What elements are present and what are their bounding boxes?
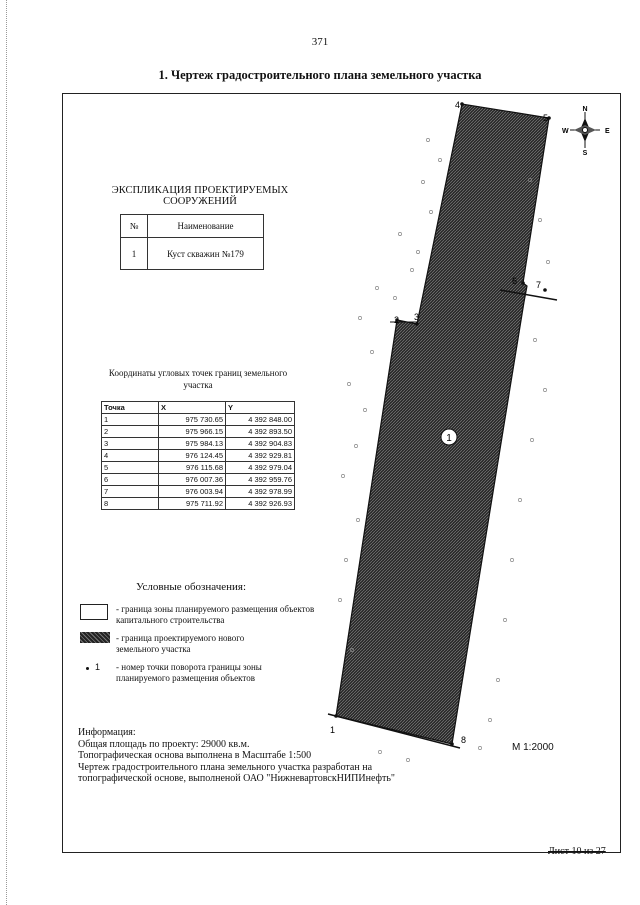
info-line: Чертеж градостроительного плана земельного участка разработан на [78, 761, 373, 773]
compass-n: N [582, 106, 588, 113]
page-title: 1. Чертеж градостроительного плана земельного участка [158, 68, 482, 82]
point-id: 7 [102, 486, 159, 498]
legend-point-number: 1 [95, 662, 101, 672]
coord-y: 4 392 893.50 [226, 426, 295, 438]
explication-cell-name: Куст скважин №179 [148, 238, 264, 270]
coord-x: 975 711.92 [159, 498, 226, 510]
point-id: 1 [102, 414, 159, 426]
scale-label: М 1:2000 [512, 742, 554, 753]
coord-x: 975 730.65 [159, 414, 226, 426]
coord-y: 4 392 904.83 [226, 438, 295, 450]
point-id: 5 [102, 462, 159, 474]
point-label-4: 4 [455, 100, 461, 110]
explication-title: ЭКСПЛИКАЦИЯ ПРОЕКТИРУЕМЫХ СООРУЖЕНИЙ [111, 185, 289, 207]
point-id: 4 [102, 450, 159, 462]
coord-x: 975 966.15 [159, 426, 226, 438]
legend-parcel-text: - граница проектируемого нового земельного участка [116, 633, 245, 654]
point-id: 3 [102, 438, 159, 450]
sheet-number: Лист 10 из 27 [548, 846, 606, 857]
explication-header-name: Наименование [148, 215, 264, 238]
coord-y: 4 392 926.93 [226, 498, 295, 510]
coord-y: 4 392 959.76 [226, 474, 295, 486]
coord-y: 4 392 979.04 [226, 462, 295, 474]
info-block [78, 727, 395, 785]
point-id: 2 [102, 426, 159, 438]
point-label-2: 2 [394, 315, 400, 325]
coord-y: 4 392 848.00 [226, 414, 295, 426]
info-heading: Информация: [78, 727, 136, 738]
coord-x: 976 115.68 [159, 462, 226, 474]
compass-rose-icon [562, 106, 610, 157]
compass-w: W [562, 128, 569, 135]
legend-title: Условные обозначения: [136, 581, 247, 593]
land-parcel [336, 104, 549, 744]
coords-header-point: Точка [102, 402, 159, 414]
point-id: 8 [102, 498, 159, 510]
coords-header-y: Y [226, 402, 295, 414]
coord-y: 4 392 929.81 [226, 450, 295, 462]
point-label-8: 8 [461, 735, 467, 745]
point-id: 6 [102, 474, 159, 486]
coord-x: 975 984.13 [159, 438, 226, 450]
legend-point-text: - номер точки поворота границы зоны планируемого размещения объектов [116, 662, 262, 683]
legend-zone-text: - граница зоны планируемого размещения объектов капитального строительства [116, 604, 315, 625]
compass-s: S [582, 150, 588, 157]
info-line: Топографическая основа выполнена в Масштабе 1:500 [78, 750, 312, 761]
coord-x: 976 007.36 [159, 474, 226, 486]
coords-header-x: X [159, 402, 226, 414]
point-label-3: 3 [414, 312, 420, 322]
page-number: 371 [311, 36, 329, 48]
point-label-7: 7 [536, 280, 542, 290]
compass-e: E [605, 128, 610, 135]
coord-x: 976 124.45 [159, 450, 226, 462]
info-line: топографической основе, выполненой ОАО "НижневартовскНИПИнефть" [78, 773, 396, 784]
explication-cell-num: 1 [121, 238, 148, 270]
object-marker-label: 1 [446, 433, 452, 444]
point-label-6: 6 [512, 276, 518, 286]
coordinates-title: Координаты угловых точек границ земельного участка [108, 368, 288, 390]
explication-header-num: № [121, 215, 148, 238]
point-label-1: 1 [330, 725, 336, 735]
coord-x: 976 003.94 [159, 486, 226, 498]
coord-y: 4 392 978.99 [226, 486, 295, 498]
point-label-5: 5 [543, 113, 549, 123]
info-line: Общая площадь по проекту: 29000 кв.м. [78, 738, 250, 750]
